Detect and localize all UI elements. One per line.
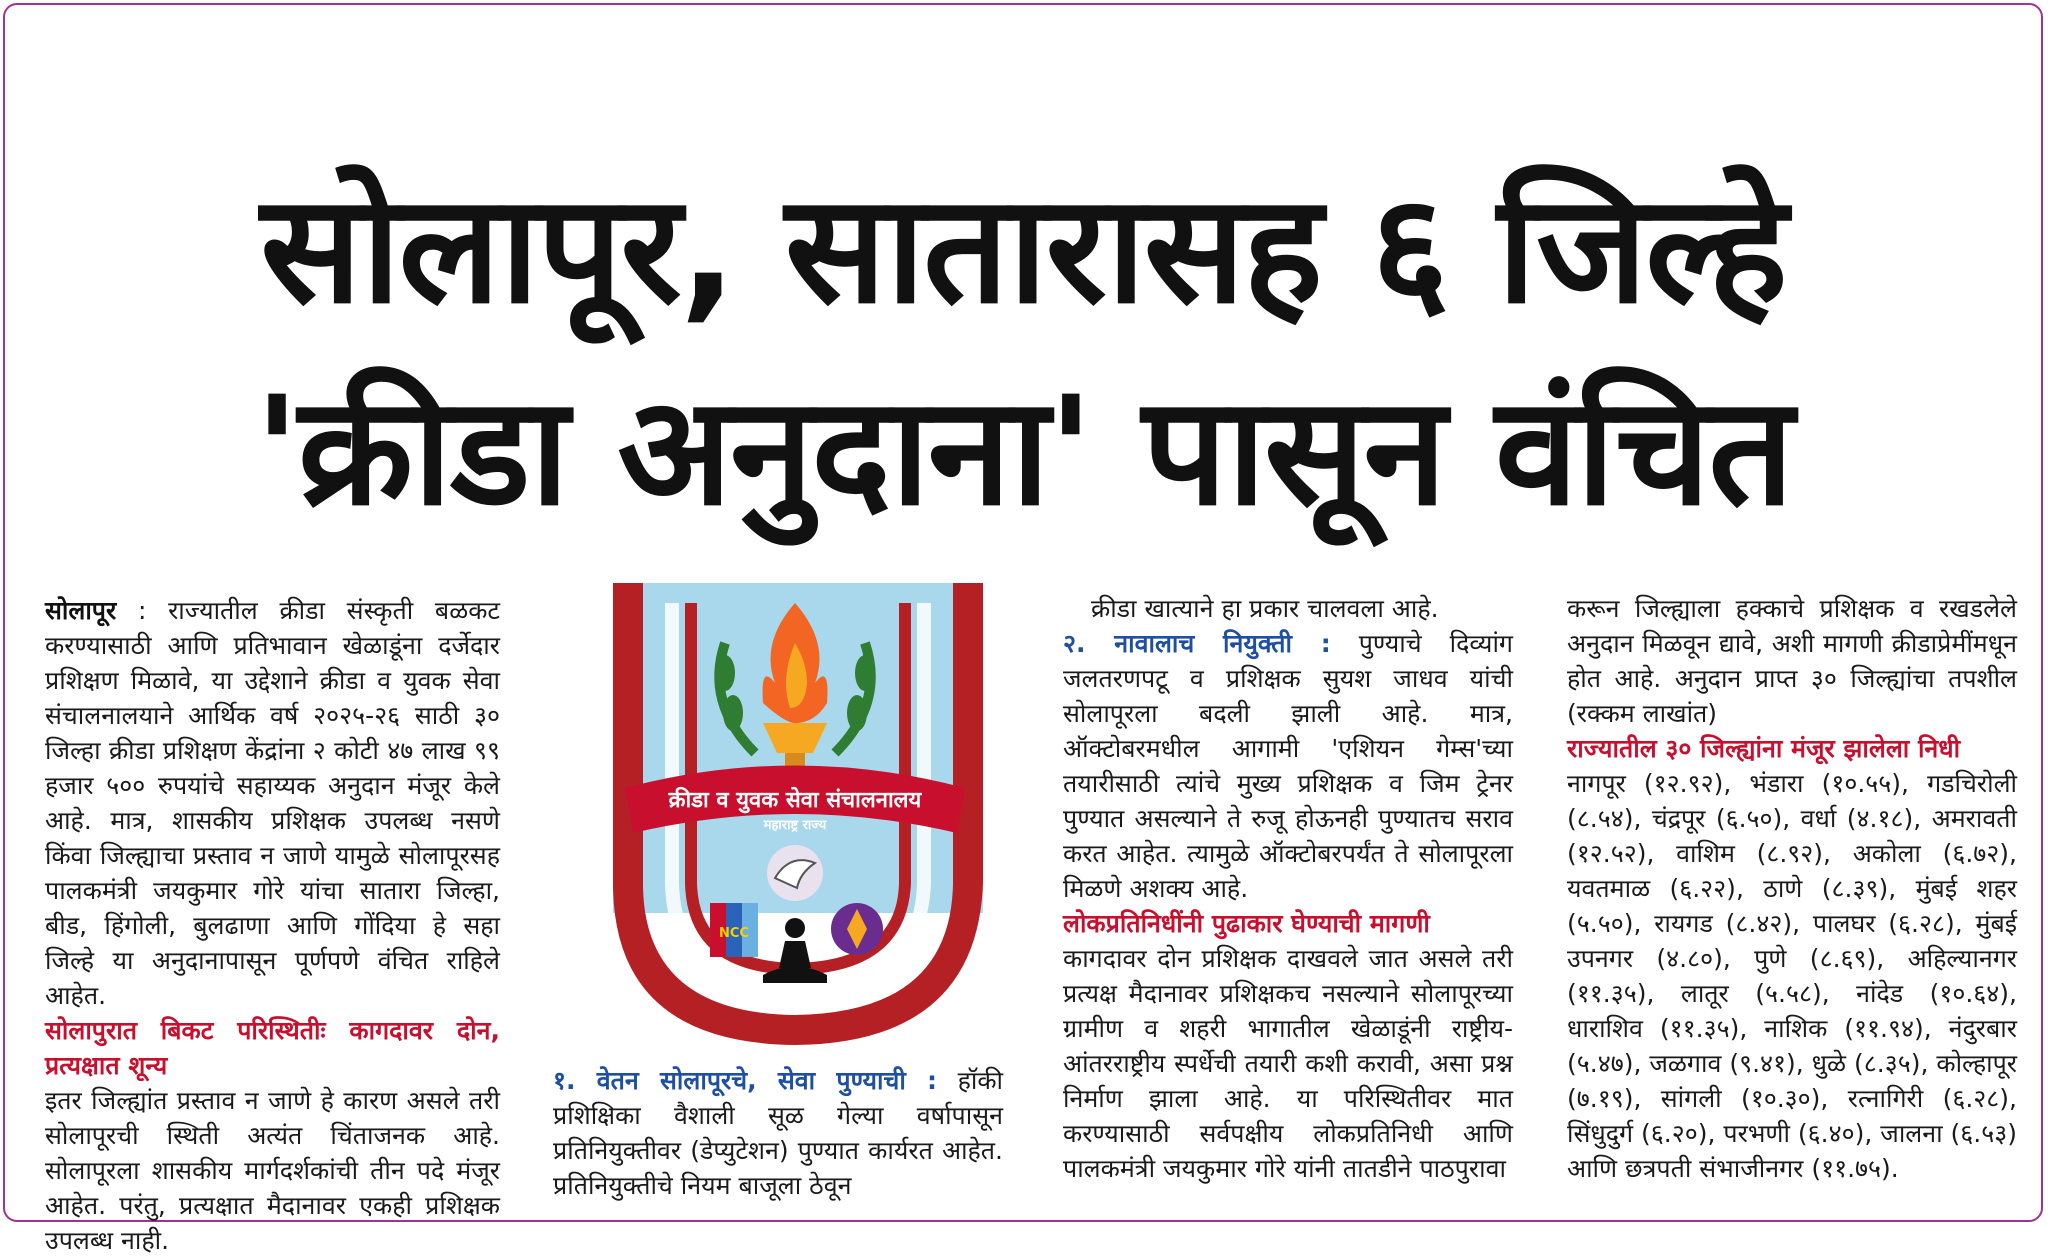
ncc-badge-text: NCC	[719, 926, 749, 941]
logo-banner-subtext: महाराष्ट्र राज्य	[763, 818, 827, 833]
subheading-demand: लोकप्रतिनिधींनी पुढाकार घेण्याची मागणी	[1063, 909, 1430, 938]
logo-banner-text: क्रीडा व युवक सेवा संचालनालय	[668, 788, 922, 813]
point-1-label: १. वेतन सोलापूरचे, सेवा पुण्याची :	[553, 1066, 938, 1095]
point-2-text: पुण्याचे दिव्यांग जलतरणपटू व प्रशिक्षक सुयश जाधव यांची सोलापूरला बदली झाली आहे. मात्र, ऑक्टोबरमधील आगामी 'एशियन गेम्स'च्या तयारीसाठी त्यांचे मुख्य प्रशिक्षक व जिम ट्रेनर पुण्यात असल्याने ते रुजू होऊनही पुण्यातच सराव करत आहेत. त्यामुळे ऑक्टोबरपर्यंत ते सोलापूरला मिळणे अशक्य आहे.	[1063, 629, 1513, 903]
article-column-2	[553, 1063, 1003, 1203]
headline-line-1: सोलापूर, सातारासह ६ जिल्हे	[260, 163, 1786, 337]
dove-icon	[767, 845, 823, 901]
subheading-funds: राज्यातील ३० जिल्ह्यांना मंजूर झालेला निधी	[1567, 734, 1961, 763]
logo-emblem	[585, 583, 1005, 1053]
yoga-figure-icon	[763, 918, 827, 983]
article-frame	[3, 3, 2043, 1255]
intro-paragraph	[45, 593, 500, 1013]
col3-paragraph-2: कागदावर दोन प्रशिक्षक दाखवले जात असले तरी प्रत्यक्ष मैदानावर प्रशिक्षकच नसल्याने सोलापूरच्या ग्रामीण व शहरी भागातील खेळाडूंनी राष्ट्रीय-आंतरराष्ट्रीय स्पर्धेची तयारी कशी करावी, असा प्रश्न निर्माण झाला आहे. या परिस्थितीवर मात करण्यासाठी सर्वपक्षीय लोकप्रतिनिधी आणि पालकमंत्री जयकुमार गोरे यांनी तातडीने पाठपुरावा	[1063, 944, 1513, 1183]
point-1-text: हॉकी प्रशिक्षिका वैशाली सूळ गेल्या वर्षापासून प्रतिनियुक्तीवर (डेप्युटेशन) पुण्यात कार्यरत आहेत. प्रतिनियुक्तीचे नियम बाजूला ठेवून	[553, 1066, 1003, 1200]
point-1-paragraph	[553, 1063, 1003, 1203]
point-2-paragraph	[1063, 626, 1513, 906]
point-2-label: २. नावालाच नियुक्ती :	[1063, 629, 1331, 658]
subheading-solapur: सोलापुरात बिकट परिस्थितीः कागदावर दोन, प्रत्यक्षात शून्य	[45, 1016, 500, 1080]
scout-emblem-icon	[831, 903, 883, 955]
col4-paragraph-1: करून जिल्ह्याला हक्काचे प्रशिक्षक व रखडलेले अनुदान मिळवून द्यावे, अशी मागणी क्रीडाप्रेमींमधून होत आहे. अनुदान प्राप्त ३० जिल्ह्यांचा तपशील (रक्कम लाखांत)	[1567, 594, 2017, 728]
article-column-4	[1567, 591, 2017, 1186]
body-paragraph-2: इतर जिल्ह्यांत प्रस्ताव न जाणे हे कारण असले तरी सोलापूरची स्थिती अत्यंत चिंताजनक आहे. सोलापूरला शासकीय मार्गदर्शकांची तीन पदे मंजूर आहेत. परंतु, प्रत्यक्षात मैदानावर एकही प्रशिक्षक उपलब्ध नाही.	[45, 1086, 500, 1255]
district-funds-list: नागपूर (१२.९२), भंडारा (१०.५५), गडचिरोली (८.५४), चंद्रपूर (६.५०), वर्धा (४.१८), अमरावती (१२.५२), वाशिम (८.९२), अकोला (६.७२), यवतमाळ (६.२२), ठाणे (८.३९), मुंबई शहर (५.५०), रायगड (८.४२), पालघर (६.२८), मुंबई उपनगर (४.८०), पुणे (८.६९), अहिल्यानगर (११.३५), लातूर (५.५८), नांदेड (१०.६४), धाराशिव (११.३५), नाशिक (११.९४), नंदुरबार (५.४७), जळगाव (९.४१), धुळे (८.३५), कोल्हापूर (७.१९), सांगली (१०.३०), रत्नागिरी (६.२८), सिंधुदुर्ग (६.२०), परभणी (६.४०), जालना (६.५३) आणि छत्रपती संभाजीनगर (११.७५).	[1567, 769, 2017, 1183]
col3-paragraph-1: क्रीडा खात्याने हा प्रकार चालवला आहे.	[1091, 594, 1439, 623]
headline-line-2: 'क्रीडा अनुदाना' पासून वंचित	[254, 365, 1792, 539]
intro-text: : राज्यातील क्रीडा संस्कृती बळकट करण्यासाठी आणि प्रतिभावान खेळाडूंना दर्जेदार प्रशिक्षण मिळावे, या उद्देशाने क्रीडा व युवक सेवा संचालनालयाने आर्थिक वर्ष २०२५-२६ साठी ३० जिल्हा क्रीडा प्रशिक्षण केंद्रांना २ कोटी ४७ लाख ९९ हजार ५०० रुपयांचे सहाय्यक अनुदान मंजूर केले आहे. मात्र, शासकीय प्रशिक्षक उपलब्ध नसणे किंवा जिल्ह्याचा प्रस्ताव न जाणे यामुळे सोलापूरसह पालकमंत्री जयकुमार गोरे यांचा सातारा जिल्हा, बीड, हिंगोली, बुलढाणा आणि गोंदिया हे सहा जिल्हे या अनुदानापासून पूर्णपणे वंचित राहिले आहेत.	[45, 596, 501, 1010]
ncc-badge-icon	[710, 903, 758, 957]
article-column-3	[1063, 591, 1513, 1186]
department-logo	[585, 583, 1005, 1053]
dateline: सोलापूर	[45, 596, 117, 625]
article-column-1	[45, 593, 500, 1258]
